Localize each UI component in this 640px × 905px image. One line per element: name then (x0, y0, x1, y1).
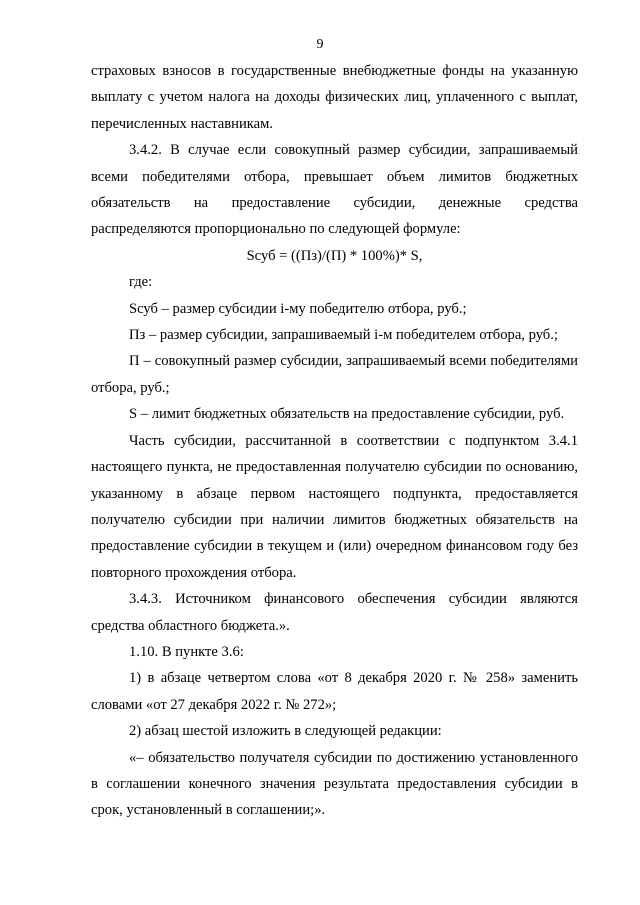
definition-pz: Пз – размер субсидии, запрашиваемый i-м победителем отбора, руб.; (129, 327, 558, 344)
formula-where: где: (129, 274, 153, 291)
definition-scub: Sсуб – размер субсидии i-му победителю отбора, руб.; (129, 300, 467, 317)
paragraph-quoted-obligation: «– обязательство получателя субсидии по достижению установленного в соглашении конечного значения результата предоставления субсидии в срок, установленный в соглашении;». (91, 749, 578, 819)
paragraph-remainder: Часть субсидии, рассчитанной в соответствии с подпунктом 3.4.1 настоящего пункта, не предоставленная получателю субсидии по основанию, указанному в абзаце первом настоящего подпункта, предоставляется получателю субсидии при наличии лимитов бюджетных обязательств на предоставление субсидии в текущем и (или) очередном финансовом году без повторного прохождения отбора. (91, 432, 578, 581)
document-body (91, 58, 578, 824)
paragraph-item-1: 1) в абзаце четвертом слова «от 8 декабря 2020 г. № 258» заменить словами «от 27 декабря 2022 г. № 272»; (91, 670, 578, 713)
definition-p: П – совокупный размер субсидии, запрашиваемый всеми победителями отбора, руб.; (91, 353, 578, 396)
formula: Sсуб = ((Пз)/(П) * 100%)* S, (246, 247, 423, 264)
paragraph-continuation: страховых взносов в государственные внебюджетные фонды на указанную выплату с учетом налога на доходы физических лиц, уплаченного с выплат, перечисленных наставникам. (91, 63, 578, 132)
definition-s: S – лимит бюджетных обязательств на предоставление субсидии, руб. (129, 406, 565, 423)
paragraph-3-4-3: 3.4.3. Источником финансового обеспечения субсидии являются средства областного бюджета.». (91, 591, 578, 634)
page-number: 9 (316, 37, 324, 52)
paragraph-1-10: 1.10. В пункте 3.6: (129, 643, 244, 660)
paragraph-3-4-2: 3.4.2. В случае если совокупный размер субсидии, запрашиваемый всеми победителями отбора, превышает объем лимитов бюджетных обязательств на предоставление субсидии, денежные средства распределяются пропорционально по следующей формуле: (91, 142, 578, 238)
paragraph-item-2: 2) абзац шестой изложить в следующей редакции: (129, 723, 442, 740)
